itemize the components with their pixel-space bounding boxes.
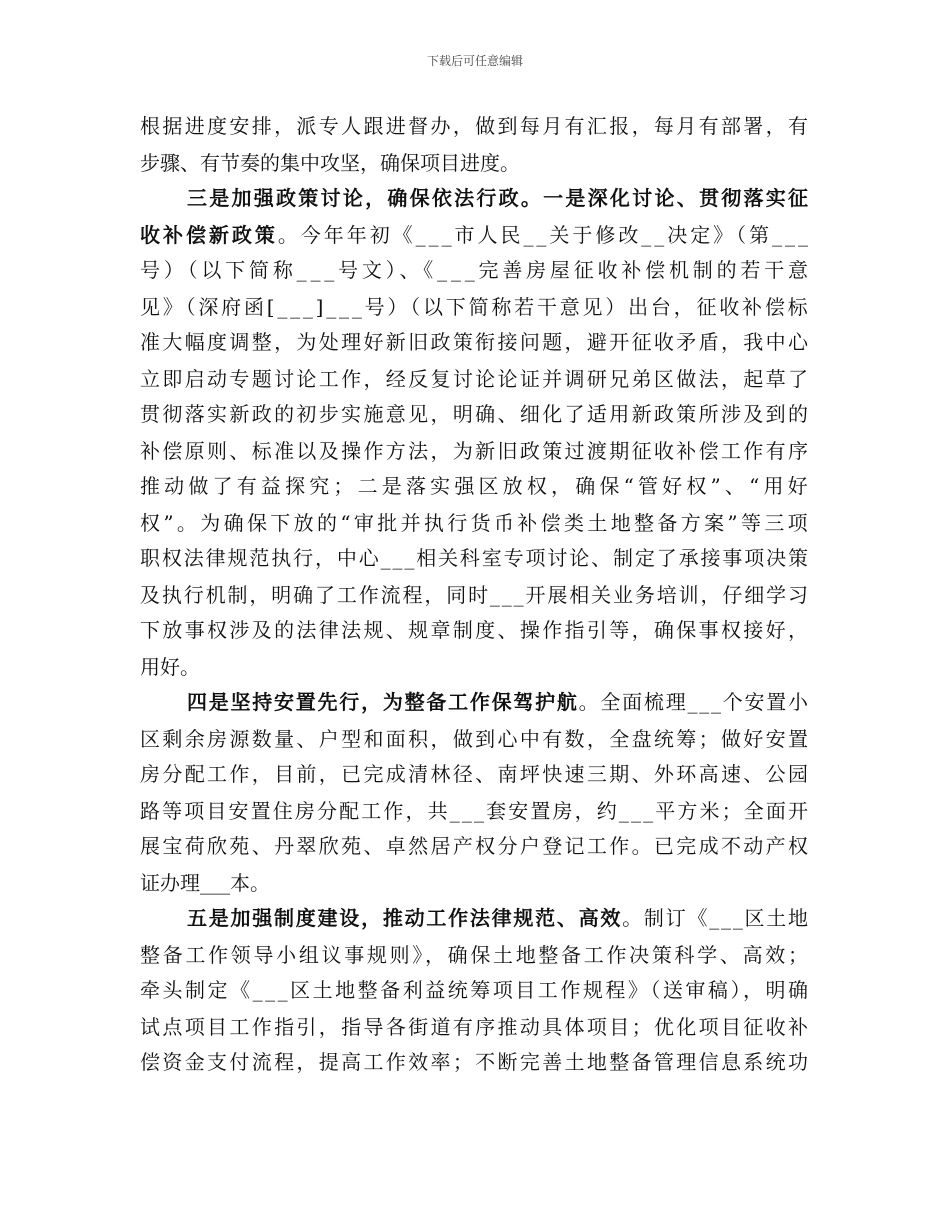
body-text-segment: 立即启动专题讨论工作，经反复讨论论证并调研兄弟区做法，起草了 [140, 367, 811, 391]
body-text-segment: 。全面梳理___个安置小 [578, 690, 810, 714]
text-line [140, 1052, 810, 1072]
body-text-segment: 号）（以下简称___号文）、《___完善房屋征收补偿机制的若干意 [140, 258, 812, 282]
text-line [140, 116, 810, 136]
body-text-segment: 下放事权涉及的法律法规、规章制度、操作指引等，确保事权接好， [140, 618, 811, 642]
text-line [140, 620, 810, 640]
text-line [140, 513, 811, 533]
text-line [140, 404, 810, 424]
text-line [140, 297, 810, 317]
body-text-segment: 权”。为确保下放的“审批并执行货币补偿类土地整备方案”等三项 [140, 511, 812, 535]
text-line [140, 585, 810, 605]
body-text-segment: 准大幅度调整，为处理好新旧政策衔接问题，避开征收矛盾，我中心 [140, 330, 811, 354]
body-text-segment: 。制订《___区土地 [622, 906, 810, 930]
body-text-segment: 职权法律规范执行，中心___相关科室专项讨论、制定了承接事项决策 [140, 546, 810, 570]
body-text-segment: 见》（深府函[___]___号）（以下简称若干意见）出台，征收补偿标 [140, 295, 811, 319]
body-text-segment: 。今年年初《___市人民__关于修改__决定》（第___ [277, 223, 811, 247]
bold-heading-text: 三是加强政策讨论，确保依法行政。一是深化讨论、贯彻落实征 [187, 186, 811, 210]
body-text-segment: 试点项目工作指引，指导各街道有序推动具体项目；优化项目征收补 [140, 1015, 811, 1039]
text-line [187, 908, 810, 928]
text-line [187, 188, 810, 208]
text-line [140, 369, 810, 389]
body-text-segment: 路等项目安置住房分配工作，共___套安置房，约___平方米；全面开 [140, 799, 811, 823]
body-text-segment: 步骤、有节奏的集中攻坚，确保项目进度。 [140, 151, 520, 175]
page-header: 下载后可任意编辑 [426, 54, 523, 68]
text-line [140, 764, 810, 784]
text-line [140, 657, 200, 677]
bold-heading-text: 收补偿新政策 [140, 223, 278, 247]
text-line [140, 260, 812, 280]
body-text-segment: 根据进度安排，派专人跟进督办，做到每月有汇报，每月有部署，有 [140, 114, 811, 138]
body-text-segment: 推动做了有益探究；二是落实强区放权，确保“管好权”、“用好 [140, 474, 812, 498]
text-line [140, 729, 810, 749]
body-text-segment: 偿资金支付流程，提高工作效率；不断完善土地整备管理信息系统功 [140, 1050, 811, 1074]
text-line [140, 225, 811, 245]
bold-heading-text: 五是加强制度建设，推动工作法律规范、高效 [187, 906, 623, 930]
body-text-segment: 展宝荷欣苑、丹翠欣苑、卓然居产权分户登记工作。已完成不动产权 [140, 834, 811, 858]
body-text-segment: 整备工作领导小组议事规则》，确保土地整备工作决策科学、高效； [140, 943, 811, 967]
text-line [140, 801, 810, 821]
body-text-segment: 牵头制定《___区土地整备利益统筹项目工作规程》（送审稿），明确 [140, 978, 811, 1002]
text-line [140, 548, 810, 568]
text-line [140, 873, 270, 893]
text-line [187, 692, 810, 712]
text-line [140, 1017, 810, 1037]
body-text-segment: 贯彻落实新政的初步实施意见，明确、细化了适用新政策所涉及到的 [140, 402, 811, 426]
text-line [140, 980, 811, 1000]
text-line [140, 476, 812, 496]
text-line [140, 441, 810, 461]
body-text-segment: 及执行机制，明确了工作流程，同时___开展相关业务培训，仔细学习 [140, 583, 810, 607]
text-line [140, 153, 520, 173]
body-text-segment: 用好。 [140, 655, 200, 679]
body-text-segment: 区剩余房源数量、户型和面积，做到心中有数，全盘统筹；做好安置 [140, 727, 811, 751]
bold-heading-text: 四是坚持安置先行，为整备工作保驾护航 [187, 690, 579, 714]
text-line [140, 836, 810, 856]
body-text-segment: 证办理___本。 [140, 871, 270, 895]
text-line [140, 945, 811, 965]
body-text-segment: 房分配工作，目前，已完成清林径、南坪快速三期、外环高速、公园 [140, 762, 811, 786]
body-text-segment: 补偿原则、标准以及操作方法，为新旧政策过渡期征收补偿工作有序 [140, 439, 811, 463]
text-line [140, 332, 810, 352]
